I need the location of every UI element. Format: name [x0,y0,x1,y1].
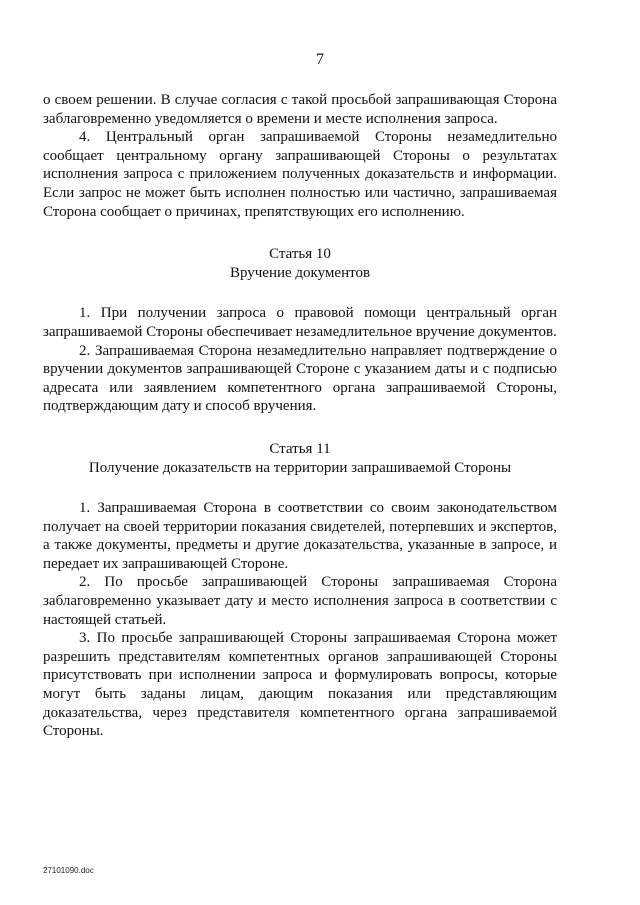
footer-filename: 27101090.doc [43,866,94,875]
article-10-paragraph-2: 2. Запрашиваемая Сторона незамедлительно направляет подтверждение о вручении документов запрашивающей Стороне с указанием даты и с подписью адресата или заявлением компетентного органа запрашиваемой Стороны, подтверждающим дату и способ вручения. [43,342,557,415]
article-11-paragraph-3: 3. По просьбе запрашивающей Стороны запрашиваемая Сторона может разрешить представителям компетентных органов запрашивающей Стороны присутствовать при исполнении запроса и формулировать вопросы, которые могут быть заданы лицам, дающим показания или представляющим доказательства, через представителя компетентного органа запрашиваемой Стороны. [43,630,557,740]
page-number: 7 [316,51,324,68]
article-11-paragraph-2: 2. По просьбе запрашивающей Стороны запрашиваемая Сторона заблаговременно указывает дату и место исполнения запроса в соответствии с настоящей статьей. [43,574,557,628]
article-11-paragraph-1: 1. Запрашиваемая Сторона в соответствии со своим законодательством получает на своей территории показания свидетелей, потерпевших и экспертов, а также документы, предметы и другие доказательства, указанные в запросе, и передает их запрашивающей Стороне. [43,500,557,572]
article-11-title: Статья 11 [269,440,331,457]
article-10-paragraph-1: 1. При получении запроса о правовой помощи центральный орган запрашиваемой Стороны обеспечивает незамедлительное вручение документов. [43,305,557,340]
article-11-subtitle: Получение доказательств на территории запрашиваемой Стороны [88,459,512,476]
paragraph-4: 4. Центральный орган запрашиваемой Стороны незамедлительно сообщает центральному органу запрашивающей Стороны о результатах исполнения запроса с приложением полученных доказательств и информации. Если запрос не может быть исполнен полностью или частично, запрашиваемая Сторона сообщает о причинах, препятствующих его исполнению. [43,129,557,220]
continuation-paragraph: о своем решении. В случае согласия с такой просьбой запрашивающая Сторона заблаговременно уведомляется о времени и месте исполнения запроса. [43,92,557,127]
article-10-subtitle: Вручение документов [229,264,371,281]
article-10-title: Статья 10 [269,246,331,263]
document-body [43,91,557,741]
